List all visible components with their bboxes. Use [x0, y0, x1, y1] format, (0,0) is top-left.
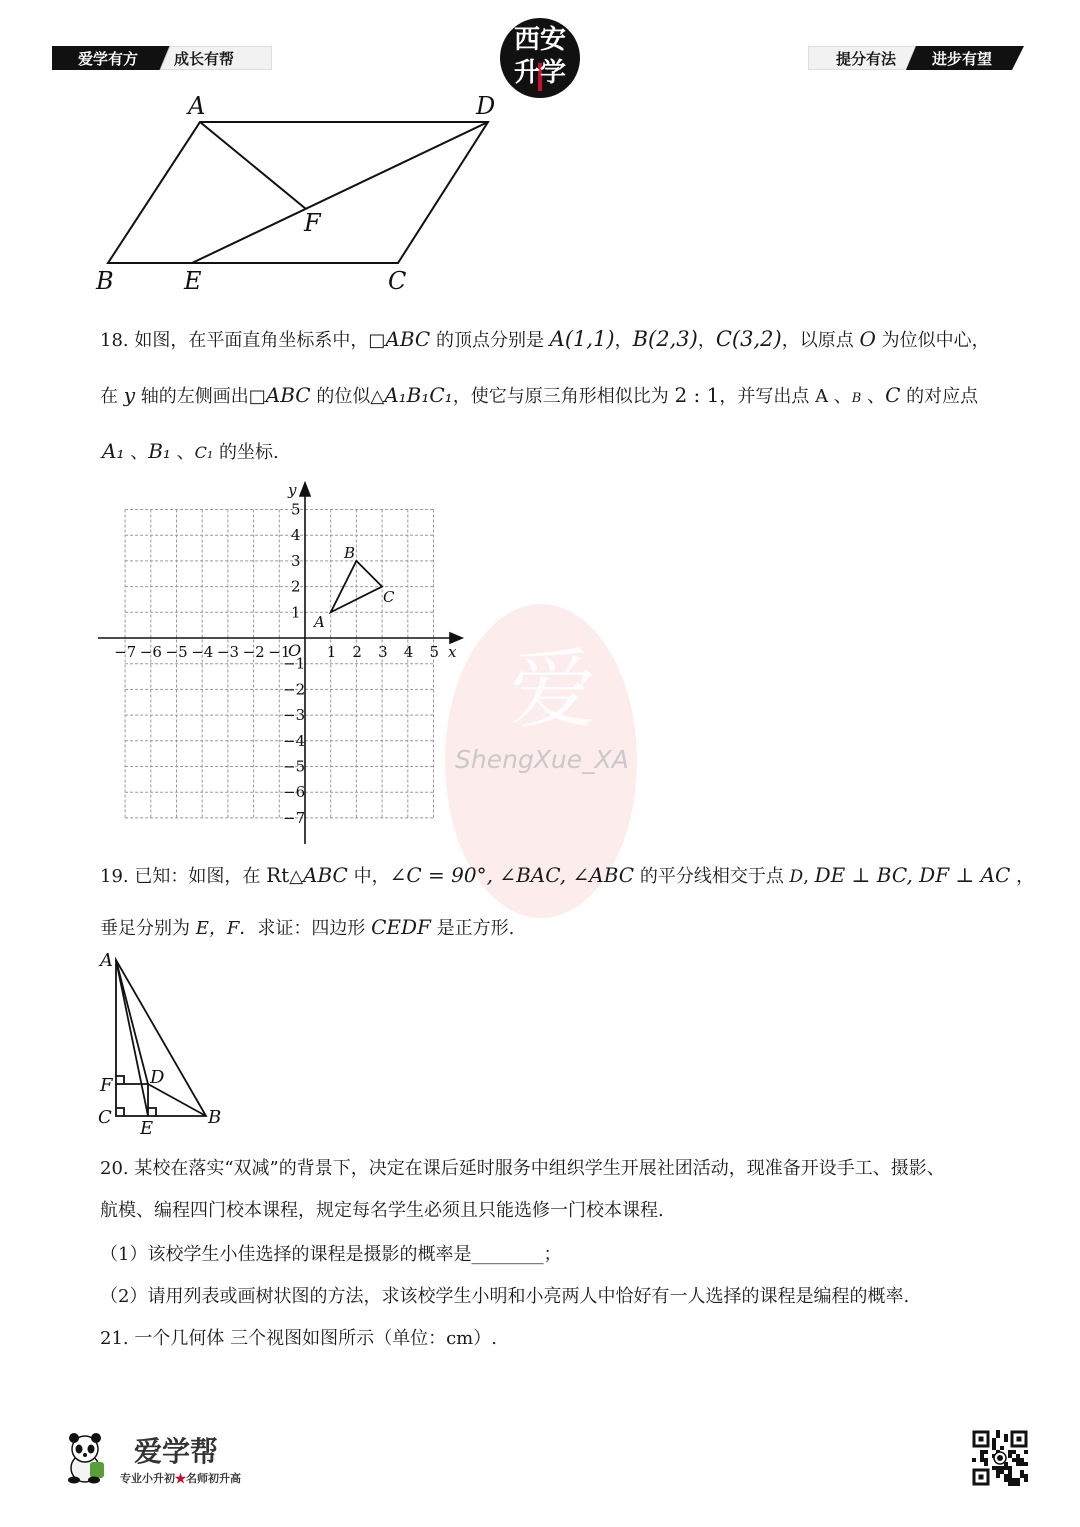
qr-cell	[1016, 1478, 1020, 1482]
q19-text: 已知：如图，在	[128, 866, 267, 887]
label-f: F	[304, 209, 321, 237]
triangle-abc: ABC	[265, 383, 311, 407]
q18-text: 、	[861, 386, 886, 407]
qr-cell	[984, 1458, 988, 1462]
fig19-label-f: F	[100, 1075, 113, 1096]
point-c1: C₁	[194, 443, 214, 462]
y-axis-label: y	[288, 481, 297, 499]
qr-cell	[996, 1434, 1000, 1438]
q20-sub-1: （1）该校学生小佳选择的课程是摄影的概率是________；	[100, 1244, 562, 1265]
y-tick-label: −5	[283, 757, 306, 776]
qr-cell	[1016, 1482, 1020, 1486]
point-b: B	[851, 391, 862, 406]
fig19-label-b: B	[208, 1107, 222, 1128]
qr-cell	[992, 1466, 996, 1470]
q18-text: 的坐标.	[213, 442, 279, 463]
grid-point-c: C	[383, 588, 395, 606]
fig19-label-a: A	[100, 950, 113, 971]
qr-cell	[1008, 1470, 1012, 1474]
header-slogan-left-1: 爱学有方	[78, 50, 139, 68]
point-c: C	[885, 383, 901, 407]
point-a1: A₁	[102, 439, 125, 463]
q18-text: ，并写出点 A 、	[719, 386, 852, 407]
qr-cell	[1020, 1474, 1024, 1478]
triangle-symbol: △	[370, 386, 385, 407]
grid-point-a: A	[314, 613, 325, 631]
right-angle-mark-e	[148, 1108, 156, 1116]
qr-cell	[1008, 1466, 1012, 1470]
segment-ae	[116, 960, 148, 1116]
y-tick-label: −1	[283, 654, 306, 673]
panda-mascot-icon	[62, 1432, 108, 1484]
q18-text: 为位似中心，	[875, 330, 990, 351]
qr-cell	[980, 1450, 984, 1454]
y-tick-label: 4	[291, 526, 301, 545]
qr-cell	[1024, 1450, 1028, 1454]
y-tick-label: −4	[283, 731, 306, 750]
header-slogan-right-1: 提分有法	[836, 50, 897, 68]
x-tick-label: 1	[326, 643, 337, 661]
angle-conditions: ∠C = 90°, ∠BAC, ∠ABC	[389, 863, 635, 887]
qr-cell	[1008, 1482, 1012, 1486]
feet-e-f: E，F	[195, 918, 240, 939]
right-angle-mark-c	[116, 1108, 124, 1116]
qr-cell	[996, 1466, 1000, 1470]
q18-text: 的顶点分别是	[430, 330, 550, 351]
logo-text-bottom: 升学	[513, 58, 566, 88]
q19-text: ，	[1010, 866, 1035, 887]
separator: ，	[614, 330, 633, 351]
x-tick-label: 5	[429, 643, 440, 661]
right-angle-mark-f	[116, 1076, 124, 1084]
qr-cell	[1004, 1466, 1008, 1470]
x-tick-label: 4	[403, 643, 414, 661]
separator: 、	[170, 442, 195, 463]
label-d: D	[476, 92, 496, 120]
q19-text: 的平分线相交于点	[634, 866, 790, 887]
x-tick-labels	[114, 643, 439, 661]
fig19-label-c: C	[98, 1107, 112, 1128]
rt-symbol: Rt	[266, 863, 290, 887]
label-b: B	[96, 267, 114, 295]
header-right-banner	[808, 46, 1024, 70]
qr-cell	[1004, 1438, 1008, 1442]
q18-text: 在	[100, 386, 124, 407]
qr-cell	[1016, 1462, 1020, 1466]
logo-text-top: 西安	[513, 25, 566, 55]
qr-cell	[1000, 1446, 1004, 1450]
y-tick-label: 3	[291, 551, 301, 570]
y-tick-label: −3	[283, 706, 306, 725]
y-tick-label: 2	[291, 577, 301, 596]
y-tick-label: −6	[283, 783, 306, 802]
qr-cell	[1008, 1454, 1012, 1458]
qr-cell	[1004, 1478, 1008, 1482]
figure-parallelogram	[90, 88, 520, 298]
qr-cell	[1000, 1470, 1004, 1474]
q19-text: 是正方形.	[430, 918, 515, 939]
fig19-label-d: D	[150, 1067, 165, 1088]
y-tick-label: 5	[291, 500, 301, 519]
watermark-char: 爱	[510, 640, 596, 740]
q19-text: 垂足分别为	[100, 918, 196, 939]
q19-text: ．求证：四边形	[239, 918, 372, 939]
x-axis-arrow-icon	[450, 633, 462, 643]
x-tick-label: 2	[352, 643, 362, 661]
header-slogan-right-2: 进步有望	[932, 50, 993, 68]
x-tick-label: −5	[165, 643, 188, 661]
q18-line-3	[102, 438, 279, 464]
qr-cell	[1012, 1450, 1016, 1454]
footer-slogan	[120, 1470, 241, 1486]
origin-label: O	[288, 641, 302, 660]
x-tick-label: −1	[268, 643, 291, 661]
header-slogan-left-2: 成长有帮	[174, 50, 235, 68]
triangle-symbol: △	[289, 866, 304, 887]
q18-line-1	[100, 326, 990, 352]
qr-cell	[1020, 1462, 1024, 1466]
qr-cell	[984, 1462, 988, 1466]
point-c-coords: C(3,2)	[715, 327, 782, 351]
watermark-text: ShengXue_XA	[455, 745, 629, 774]
q19-text: 中，	[347, 866, 390, 887]
qr-cell	[1016, 1458, 1020, 1462]
qr-cell	[980, 1454, 984, 1458]
figure-right-triangle	[94, 948, 234, 1138]
qr-cell	[1012, 1458, 1016, 1462]
x-tick-label: −4	[191, 643, 214, 661]
q18-text: 轴的左侧画出	[135, 386, 249, 407]
q19-number: 19.	[100, 866, 129, 887]
origin-o: O	[859, 327, 876, 351]
x-axis-label: x	[448, 643, 457, 661]
qr-cell	[1000, 1466, 1004, 1470]
grid-lines	[125, 510, 433, 818]
y-tick-label: 1	[291, 603, 301, 622]
qr-cell	[996, 1474, 1000, 1478]
q18-text: 的对应点	[900, 386, 979, 407]
q20-line-1: 20. 某校在落实“双减”的背景下，决定在课后延时服务中组织学生开展社团活动，现准备开设手工、摄影、	[100, 1158, 945, 1179]
qr-cell	[992, 1446, 996, 1450]
q18-line-2	[100, 382, 978, 408]
q19-line-1	[100, 862, 1034, 888]
star-icon: ★	[175, 1472, 186, 1485]
triangle-abc-outline	[116, 960, 206, 1116]
y-tick-label: −2	[283, 680, 306, 699]
q18-text: 如图，在平面直角坐标系中，	[128, 330, 369, 351]
qr-cell	[972, 1458, 976, 1462]
q18-text: 的位似	[310, 386, 371, 407]
point-b1: B₁	[148, 439, 171, 463]
y-axis-var: y	[123, 383, 136, 407]
triangle-symbol: □	[248, 386, 266, 407]
qr-cell	[1008, 1450, 1012, 1454]
q19-line-2	[100, 914, 514, 940]
x-tick-label: 3	[378, 643, 388, 661]
qr-cell	[992, 1438, 996, 1442]
grid-point-b: B	[344, 544, 356, 562]
x-tick-label: −3	[216, 643, 240, 661]
qr-cell	[1020, 1470, 1024, 1474]
label-e: E	[184, 267, 202, 295]
separator: 、	[124, 442, 149, 463]
qr-cell	[1012, 1478, 1016, 1482]
y-axis-arrow-icon	[300, 483, 310, 496]
qr-cell	[1004, 1474, 1008, 1478]
point-b-coords: B(2,3)	[632, 327, 698, 351]
qr-cell	[1008, 1474, 1012, 1478]
triangle-symbol: □	[368, 330, 386, 351]
qr-cell	[1004, 1434, 1008, 1438]
parallelogram-abcd	[108, 122, 488, 263]
segment-af	[200, 122, 306, 209]
qr-code-icon	[972, 1430, 1028, 1486]
q20-sub-2: （2）请用列表或画树状图的方法，求该校学生小明和小亮两人中恰好有一人选择的课程是编程的概率.	[100, 1286, 910, 1307]
qr-cell	[1008, 1478, 1012, 1482]
fig19-label-e: E	[140, 1118, 154, 1138]
quadrilateral-cedf: CEDF	[371, 915, 431, 939]
label-c: C	[388, 267, 407, 295]
y-tick-label: −7	[283, 808, 306, 827]
q20-line-2: 航模、编程四门校本课程，规定每名学生必须且只能选修一门校本课程.	[100, 1200, 664, 1221]
qr-cell	[1012, 1482, 1016, 1486]
qr-cell	[1024, 1474, 1028, 1478]
point-a-coords: A(1,1)	[549, 327, 615, 351]
q21-line-1: 21. 一个几何体 三个视图如图所示（单位：cm）.	[100, 1328, 497, 1349]
qr-cell	[1020, 1458, 1024, 1462]
footer-slogan-left: 专业小升初	[120, 1472, 175, 1485]
triangle-abc: ABC	[303, 863, 348, 887]
q18-text: ，以原点	[781, 330, 860, 351]
y-tick-labels	[283, 501, 305, 827]
x-tick-label: −2	[242, 643, 265, 661]
triangle-abc: ABC	[385, 327, 431, 351]
separator: ，	[697, 330, 716, 351]
coordinate-grid	[90, 478, 470, 848]
triangle-a1b1c1: A₁B₁C₁	[384, 383, 453, 407]
label-a: A	[188, 92, 206, 120]
header-left-banner	[52, 46, 272, 70]
x-tick-label: −6	[139, 643, 162, 661]
q18-number: 18.	[100, 330, 129, 351]
qr-cell	[996, 1430, 1000, 1434]
separator: ,	[803, 866, 815, 887]
footer-slogan-right: 名师初升高	[186, 1472, 241, 1485]
similarity-ratio: 2 : 1	[674, 383, 720, 407]
perpendicular-conditions: DE ⊥ BC, DF ⊥ AC	[814, 863, 1011, 887]
x-tick-label: −7	[114, 643, 137, 661]
qr-cell	[992, 1442, 996, 1446]
qr-cell	[1016, 1454, 1020, 1458]
qr-cell	[980, 1458, 984, 1462]
qr-cell	[996, 1470, 1000, 1474]
footer-brand: 爱学帮	[134, 1435, 219, 1468]
qr-cell	[1024, 1478, 1028, 1482]
qr-cell	[984, 1450, 988, 1454]
site-logo	[500, 18, 580, 98]
qr-cell	[1024, 1462, 1028, 1466]
q18-text: ，使它与原三角形相似比为	[452, 386, 675, 407]
point-d: D	[789, 867, 804, 887]
segment-ad	[116, 960, 148, 1084]
